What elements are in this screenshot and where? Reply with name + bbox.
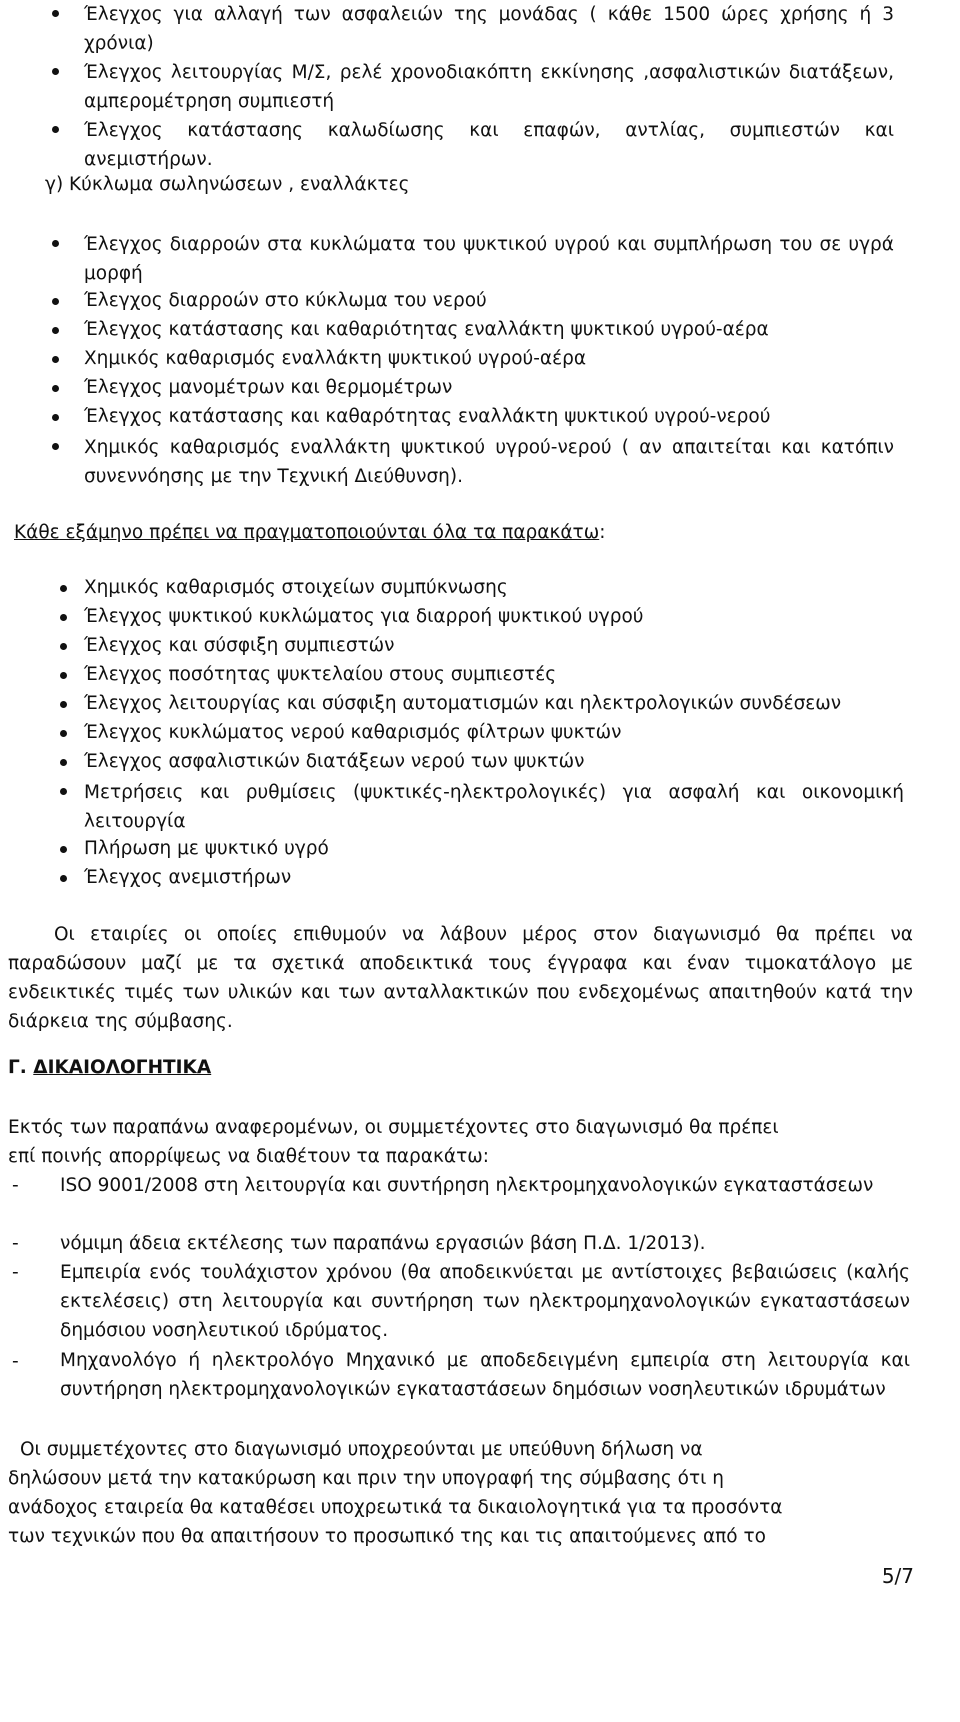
section-g-prefix: Γ. [8,1057,34,1078]
bullet-icon [52,298,59,305]
dash-icon: - [12,1233,19,1254]
list-item-text: Μηχανολόγο ή ηλεκτρολόγο Μηχανικό με αποδεδειγμένη εμπειρία στη λειτουργία και συντήρηση ηλεκτρομηχανολογικών εγκαταστάσεων δημόσιων νοσηλευτικών ιδρυμάτων [60,1350,910,1400]
bullet-icon [60,614,67,621]
list-item-text: Έλεγχος μανομέτρων και θερμομέτρων [84,377,453,398]
list-item-text: ISO 9001/2008 στη λειτουργία και συντήρηση ηλεκτρομηχανολογικών εγκαταστάσεων [60,1175,874,1196]
bullet-icon [52,240,59,247]
list-item-text: Χημικός καθαρισμός εναλλάκτη ψυκτικού υγρού-νερού ( αν απαιτείται και κατόπιν συνεννόησης με την Τεχνική Διεύθυνση). [84,437,894,487]
bullet-icon [52,385,59,392]
list-item-text: Έλεγχος λειτουργίας Μ/Σ, ρελέ χρονοδιακόπτη εκκίνησης ,ασφαλιστικών διατάξεων, αμπερομέτρηση συμπιεστή [84,62,894,112]
list-item-text: Έλεγχος για αλλαγή των ασφαλειών της μονάδας ( κάθε 1500 ώρες χρήσης ή 3 χρόνια) [84,4,894,54]
intro-line: Εκτός των παραπάνω αναφερομένων, οι συμμετέχοντες στο διαγωνισμό θα πρέπει [8,1117,779,1138]
bullet-icon [52,356,59,363]
list-item-text: Έλεγχος ανεμιστήρων [84,867,292,888]
companies-paragraph: Οι εταιρίες οι οποίες επιθυμούν να λάβουν μέρος στον διαγωνισμό θα πρέπει να παραδώσουν μαζί με τα σχετικά αποδεικτικά τους έγγραφα και έναν τιμοκατάλογο με ενδεικτικές τιμές των υλικών και των ανταλλακτικών που ενδεχομένως απαιτηθούν κατά την διάρκεια της σύμβασης. [8,924,913,1032]
list-item-text: Έλεγχος διαρροών στο κύκλωμα του νερού [84,290,487,311]
bullet-icon [60,875,67,882]
dash-icon: - [12,1351,19,1372]
list-item-text: Έλεγχος λειτουργίας και σύσφιξη αυτοματισμών και ηλεκτρολογικών συνδέσεων [84,693,842,714]
list-item-text: νόμιμη άδεια εκτέλεσης των παραπάνω εργασιών βάση Π.Δ. 1/2013). [60,1233,706,1254]
bullet-icon [60,643,67,650]
list-item-text: Έλεγχος κυκλώματος νερού καθαρισμός φίλτρων ψυκτών [84,722,622,743]
closing-line: δηλώσουν μετά την κατακύρωση και πριν την υπογραφή της σύμβασης ότι η [8,1468,724,1489]
closing-line: Οι συμμετέχοντες στο διαγωνισμό υποχρεούνται με υπεύθυνη δήλωση να [20,1439,703,1460]
list-item-text: Έλεγχος κατάστασης και καθαριότητας εναλλάκτη ψυκτικού υγρού-αέρα [84,319,769,340]
list-item-text: Έλεγχος ασφαλιστικών διατάξεων νερού των ψυκτών [84,751,585,772]
bullet-icon [52,68,59,75]
bullet-icon [52,443,59,450]
section-g-heading [8,1055,211,1081]
list-item-text: Εμπειρία ενός τουλάχιστον χρόνου (θα αποδεικνύεται με αντίστοιχες βεβαιώσεις (καλής εκτελέσεις) στη λειτουργία και συντήρηση των ηλεκτρομηχανολογικών εγκαταστάσεων δημόσιου νοσηλευτικού ιδρύματος. [60,1262,910,1341]
dash-icon: - [12,1175,19,1196]
closing-line: των τεχνικών που θα απαιτήσουν το προσωπικό της και τις απαιτούμενες από το [8,1526,766,1547]
semester-heading-colon: : [599,522,606,543]
list-item-text: Έλεγχος και σύσφιξη συμπιεστών [84,635,395,656]
bullet-icon [60,701,67,708]
bullet-icon [60,672,67,679]
list-item-text: Πλήρωση με ψυκτικό υγρό [84,838,329,859]
bullet-icon [60,585,67,592]
bullet-icon [52,327,59,334]
bullet-icon [52,10,59,17]
list-item-text: Χημικός καθαρισμός εναλλάκτη ψυκτικού υγρού-αέρα [84,348,587,369]
bullet-icon [60,788,67,795]
list-item-text: Έλεγχος ψυκτικού κυκλώματος για διαρροή ψυκτικού υγρού [84,606,644,627]
semester-heading [14,520,605,546]
list-item-text: Μετρήσεις και ρυθμίσεις (ψυκτικές-ηλεκτρολογικές) για ασφαλή και οικονομική λειτουργία [84,782,904,832]
list-item-text: Έλεγχος κατάστασης και καθαρότητας εναλλάκτη ψυκτικού υγρού-νερού [84,406,771,427]
list-item-text: Έλεγχος κατάστασης καλωδίωσης και επαφών, αντλίας, συμπιεστών και ανεμιστήρων. [84,120,894,170]
bullet-icon [52,414,59,421]
section-g-title: ΔΙΚΑΙΟΛΟΓΗΤΙΚΑ [33,1057,212,1078]
intro-line: επί ποινής απορρίψεως να διαθέτουν τα παρακάτω: [8,1146,489,1167]
dash-icon: - [12,1262,19,1283]
list-item-text: Έλεγχος ποσότητας ψυκτελαίου στους συμπιεστές [84,664,557,685]
page-number: 5/7 [881,1564,914,1588]
bullet-icon [60,759,67,766]
closing-line: ανάδοχος εταιρεία θα καταθέσει υποχρεωτικά τα δικαιολογητικά για τα προσόντα [8,1497,783,1518]
list-item-text: Χημικός καθαρισμός στοιχείων συμπύκνωσης [84,577,508,598]
bullet-icon [60,730,67,737]
bullet-icon [60,846,67,853]
semester-heading-text: Κάθε εξάμηνο πρέπει να πραγματοποιούνται όλα τα παρακάτω [14,522,600,543]
list-item-text: Έλεγχος διαρροών στα κυκλώματα του ψυκτικού υγρού και συμπλήρωση του σε υγρά μορφή [84,234,894,284]
section-heading: γ) Κύκλωμα σωληνώσεων , εναλλάκτες [45,174,410,195]
bullet-icon [52,126,59,133]
